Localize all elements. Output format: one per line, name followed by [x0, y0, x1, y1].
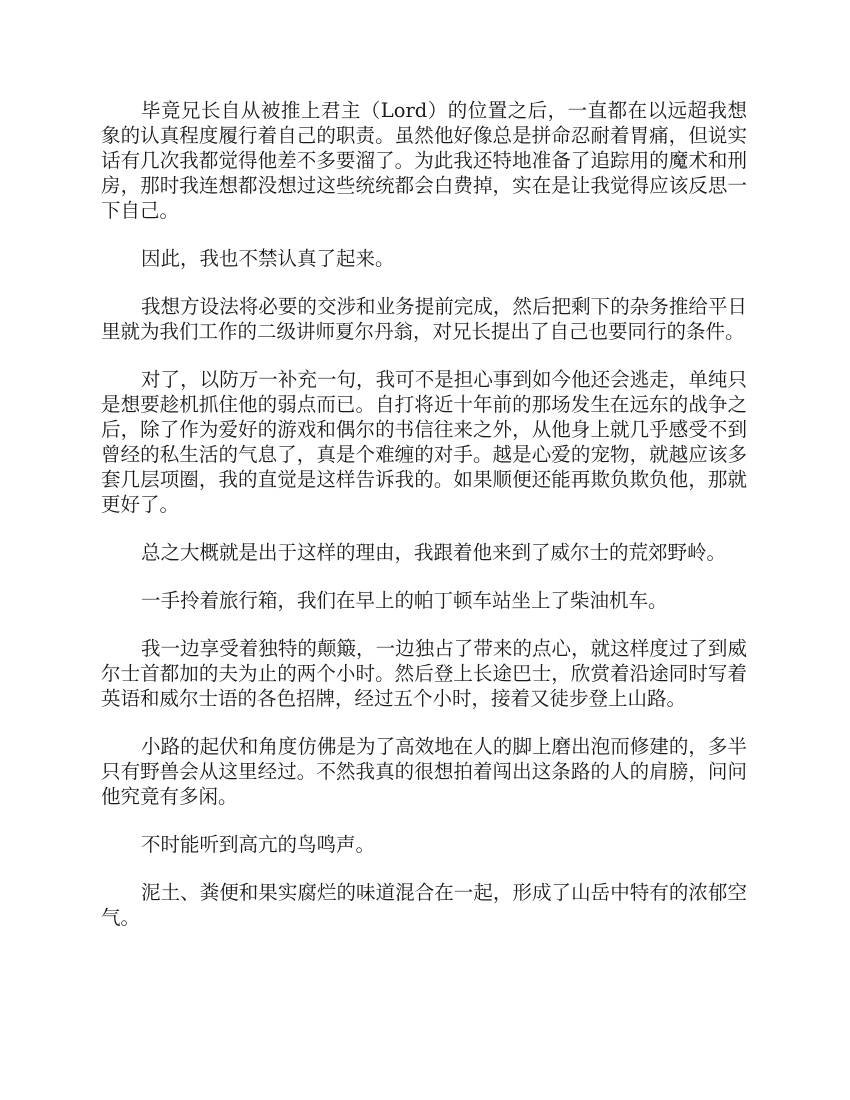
- paragraph-7: 我一边享受着独特的颠簸，一边独占了带来的点心，就这样度过了到威尔士首都加的夫为止的两个小时。然后登上长途巴士，欣赏着沿途同时写着英语和威尔士语的各色招牌，经过五个小时，接着又徒步登上山路。: [101, 637, 747, 710]
- paragraph-4: 对了，以防万一补充一句，我可不是担心事到如今他还会逃走，单纯只是想要趁机抓住他的弱点而已。自打将近十年前的那场发生在远东的战争之后，除了作为爱好的游戏和偶尔的书信往来之外，从他身上就几乎感受不到曾经的私生活的气息了，真是个难缠的对手。越是心爱的宠物，就越应该多套几层项圈，我的直觉是这样告诉我的。如果顺便还能再欺负欺负他，那就更好了。: [101, 368, 747, 516]
- paragraph-10: 泥土、粪便和果实腐烂的味道混合在一起，形成了山岳中特有的浓郁空气。: [101, 881, 747, 929]
- paragraph-1: 毕竟兄长自从被推上君主（Lord）的位置之后，一直都在以远超我想象的认真程度履行着自己的职责。虽然他好像总是拼命忍耐着胃痛，但说实话有几次我都觉得他差不多要溜了。为此我还特地准备了追踪用的魔术和刑房，那时我连想都没想过这些统统都会白费掉，实在是让我觉得应该反思一下自己。: [101, 99, 747, 222]
- paragraph-8: 小路的起伏和角度仿佛是为了高效地在人的脚上磨出泡而修建的，多半只有野兽会从这里经过。不然我真的很想拍着闯出这条路的人的肩膀，问问他究竟有多闲。: [101, 735, 747, 808]
- paragraph-6: 一手拎着旅行箱，我们在早上的帕丁顿车站坐上了柴油机车。: [141, 589, 668, 612]
- paragraph-9: 不时能听到高亢的鸟鸣声。: [141, 833, 376, 856]
- paragraph-5: 总之大概就是出于这样的理由，我跟着他来到了威尔士的荒郊野岭。: [141, 541, 727, 564]
- paragraph-2: 因此，我也不禁认真了起来。: [141, 247, 395, 270]
- paragraph-3: 我想方设法将必要的交涉和业务提前完成，然后把剩下的杂务推给平日里就为我们工作的二级讲师夏尔丹翁，对兄长提出了自己也要同行的条件。: [101, 295, 747, 343]
- document-body: [101, 98, 747, 953]
